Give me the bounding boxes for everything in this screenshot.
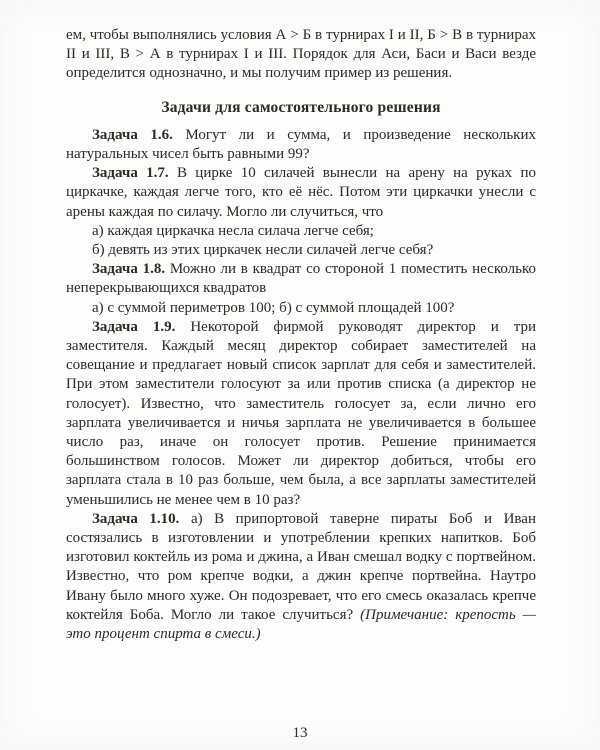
problem-1-8-label: Задача 1.8.	[92, 261, 166, 278]
problem-1-7-label: Задача 1.7.	[92, 165, 169, 182]
problem-1-7-subitem-b-text: б) девять из этих циркачек несли силачей легче себя?	[92, 242, 434, 259]
problem-1-9-label: Задача 1.9.	[92, 318, 176, 335]
problem-1-9	[66, 318, 536, 510]
problem-1-7-subitem-b	[66, 241, 536, 260]
section-heading: Задачи для самостоятельного решения	[161, 98, 441, 116]
problem-1-8-subitems	[66, 299, 536, 318]
problem-1-10-text: а) В припортовой таверне пираты Боб и Иван состязались в изготовлении и употреблении крепких напитков. Боб изготовил коктейль из рома и джина, а Иван смешал водку с портвейном. Известно, что ром крепче водки, а джин крепче портвейна. Наутро Ивану было много хуже. Он подозревает, что его смесь оказалась крепче коктейля Боба. Могло ли такое случиться?	[66, 510, 536, 623]
problem-1-10-note: (Примечание: крепость — это процент спирта в смеси.)	[66, 606, 536, 643]
problem-1-9-text: Некоторой фирмой руководят директор и три заместителя. Каждый месяц директор собирает заместителей на совещание и предлагает новый список зарплат для себя и заместителей. При этом заместители голосуют за или против списка (а директор не голосует). Известно, что заместитель голосует за, если лично его зарплата увеличивается и ничья зарплата не увеличивается в большее число раз, иначе он голосует против. Решение принимается большинством голосов. Может ли директор добиться, чтобы его зарплата стала в 10 раз больше, чем была, а все зарплаты заместителей уменьшились не менее чем в 10 раз?	[66, 318, 537, 508]
problem-1-8-subitems-text: а) с суммой периметров 100; б) с суммой площадей 100?	[92, 299, 455, 316]
problem-1-7-text: В цирке 10 силачей вынесли на арену на руках по циркачке, каждая легче того, кто её нёс. Потом эти циркачки унесли с арены каждая по силачу. Могло ли случиться, что	[66, 165, 536, 220]
problem-1-7	[66, 164, 536, 222]
problem-1-10-label: Задача 1.10.	[92, 510, 180, 527]
text-block	[66, 26, 536, 644]
problem-1-6	[66, 126, 536, 164]
problem-1-6-label: Задача 1.6.	[92, 126, 173, 143]
paragraph-continuation: ем, чтобы выполнялись условия А > Б в турнирах I и II, Б > В в турнирах II и III, В > А в турнирах I и III. Порядок для Аси, Баси и Васи везде определится однозначно, и мы получим пример из решения.	[66, 27, 536, 82]
problem-1-8	[66, 260, 536, 298]
problem-1-7-subitem-a	[66, 222, 536, 241]
problem-1-6-text: Могут ли и сумма, и произведение нескольких натуральных чисел быть равными 99?	[66, 126, 536, 163]
problem-1-7-subitem-a-text: а) каждая циркачка несла силача легче себя;	[92, 222, 374, 239]
problem-1-10	[66, 510, 536, 644]
problem-1-8-text: Можно ли в квадрат со стороной 1 поместить несколько неперекрывающихся квадратов	[66, 261, 537, 297]
page-number: 13	[292, 725, 308, 741]
